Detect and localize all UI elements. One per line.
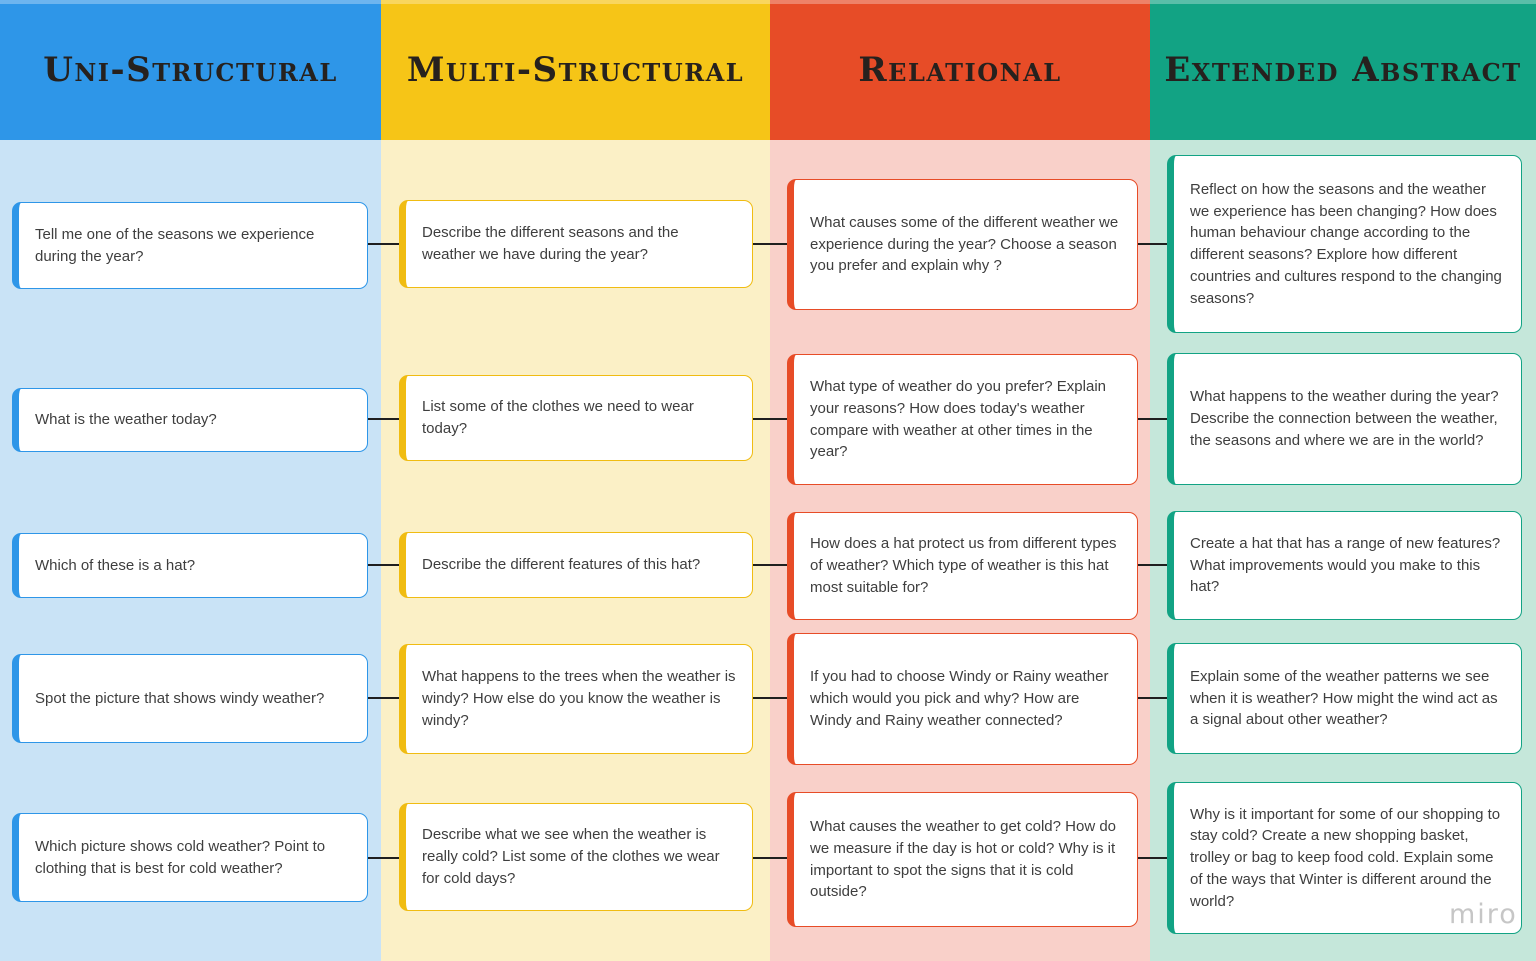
card-uni-structural-3[interactable] [12, 533, 368, 598]
card-uni-structural-4[interactable] [12, 654, 368, 743]
card-text: What causes some of the different weather we experience during the year? Choose a season you prefer and explain why ? [810, 213, 1119, 275]
card-text: Why is it important for some of our shopping to stay cold? Create a new shopping basket, trolley or bag to keep food cold. Explain some of the ways that Winter is different around the world? [1190, 805, 1501, 910]
card-text: Reflect on how the seasons and the weather we experience has been changing? How does human behaviour change according to the different seasons? Explore how different countries and cultures respond to the changing seasons? [1190, 180, 1502, 307]
card-text: What causes the weather to get cold? How do we measure if the day is hot or cold? Why is it important to spot the signs that it is cold outside? [810, 818, 1117, 901]
card-text: What happens to the trees when the weather is windy? How else do you know the weather is windy? [422, 668, 736, 729]
column-header-extended-abstract[interactable]: Extended Abstract [1150, 0, 1536, 140]
card-extended-abstract-2[interactable] [1167, 353, 1522, 485]
card-extended-abstract-4[interactable] [1167, 643, 1522, 754]
card-text: Which of these is a hat? [35, 556, 196, 574]
board-top-edge [0, 0, 1536, 4]
card-text: If you had to choose Windy or Rainy weather which would you pick and why? How are Windy and Rainy weather connected? [810, 668, 1109, 729]
card-multi-structural-1[interactable] [399, 200, 753, 288]
card-text: Spot the picture that shows windy weather? [35, 689, 325, 707]
card-text: What happens to the weather during the year? Describe the connection between the weather, the seasons and where we are in the world? [1190, 388, 1499, 449]
card-multi-structural-5[interactable] [399, 803, 753, 911]
card-text: Which picture shows cold weather? Point to clothing that is best for cold weather? [35, 837, 326, 877]
card-extended-abstract-1[interactable] [1167, 155, 1522, 333]
card-text: Describe what we see when the weather is really cold? List some of the clothes we wear for cold days? [422, 826, 720, 887]
card-relational-4[interactable] [787, 633, 1138, 765]
column-header-multi-structural[interactable]: Multi-Structural [381, 0, 770, 140]
card-text: Create a hat that has a range of new features? What improvements would you make to this hat? [1190, 534, 1501, 596]
miro-watermark: miro [1449, 899, 1518, 930]
card-text: Describe the different features of this hat? [422, 556, 701, 574]
card-text: Describe the different seasons and the weather we have during the year? [422, 224, 679, 263]
card-text: List some of the clothes we need to wear today? [422, 398, 694, 437]
card-relational-5[interactable] [787, 792, 1138, 927]
card-text: Explain some of the weather patterns we see when it is weather? How might the wind act as a signal about other weather? [1190, 667, 1498, 729]
card-uni-structural-1[interactable] [12, 202, 368, 289]
card-text: How does a hat protect us from different types of weather? Which type of weather is this hat most suitable for? [810, 535, 1117, 596]
card-multi-structural-4[interactable] [399, 644, 753, 754]
card-text: What is the weather today? [35, 411, 217, 429]
column-header-uni-structural[interactable]: Uni-Structural [0, 0, 381, 140]
card-relational-2[interactable] [787, 354, 1138, 485]
card-uni-structural-5[interactable] [12, 813, 368, 902]
card-extended-abstract-3[interactable] [1167, 511, 1522, 620]
card-relational-3[interactable] [787, 512, 1138, 620]
card-multi-structural-2[interactable] [399, 375, 753, 461]
card-relational-1[interactable] [787, 179, 1138, 310]
card-text: Tell me one of the seasons we experience during the year? [35, 225, 315, 265]
card-uni-structural-2[interactable] [12, 388, 368, 452]
column-header-relational[interactable]: Relational [770, 0, 1150, 140]
card-text: What type of weather do you prefer? Explain your reasons? How does today's weather compare with weather at other times in the year? [810, 378, 1107, 461]
card-multi-structural-3[interactable] [399, 532, 753, 598]
